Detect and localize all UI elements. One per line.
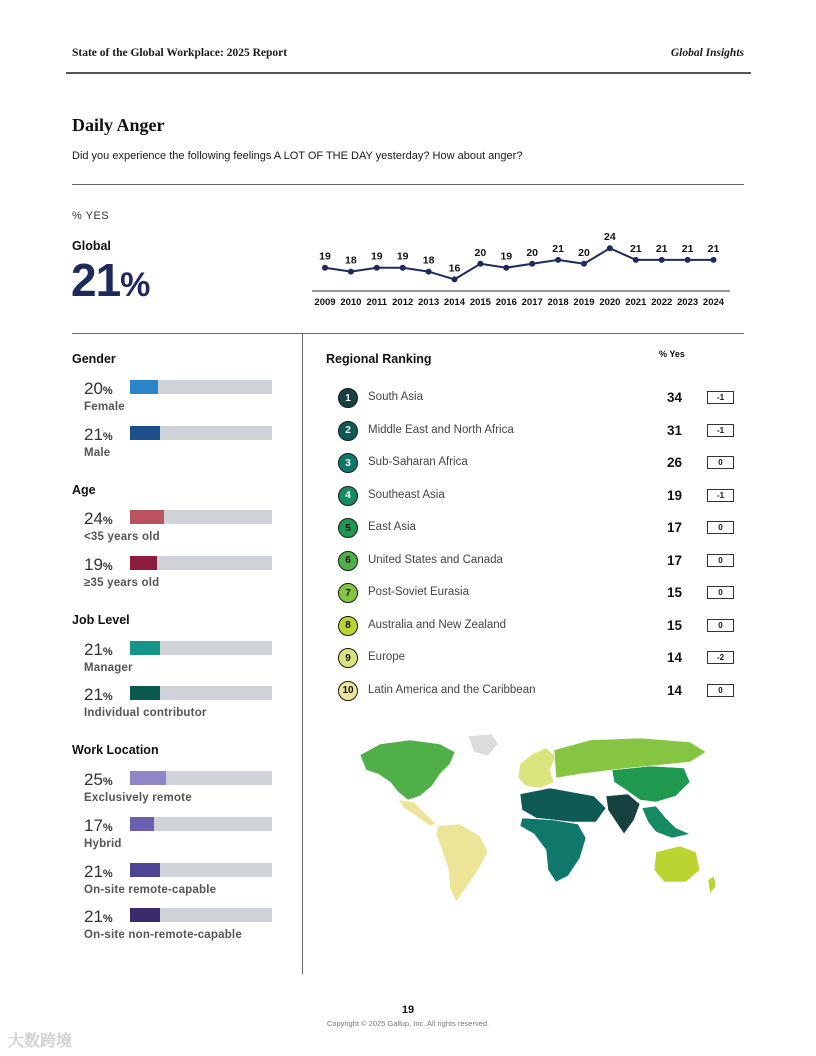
trend-x-tick-label: 2019 [573, 297, 595, 308]
map-region-mena [520, 788, 606, 822]
trend-data-label: 19 [396, 250, 409, 263]
trend-point [581, 261, 587, 267]
trend-data-label: 21 [655, 242, 668, 255]
rank-badge: 4 [338, 486, 358, 506]
breakdown-value-percent: % [102, 431, 113, 443]
breakdown-title: Gender [72, 352, 116, 366]
trend-point [659, 257, 665, 263]
region-rank-change: 0 [707, 684, 734, 697]
breakdown-value-percent: % [102, 868, 113, 880]
region-rank-change: -2 [707, 651, 734, 664]
trend-point [633, 257, 639, 263]
trend-point [322, 265, 328, 271]
breakdown-bar-fill [130, 641, 160, 655]
breakdown-label: Individual contributor [84, 707, 207, 719]
breakdown-value [84, 907, 113, 927]
trend-point [426, 269, 432, 275]
trend-x-tick-label: 2024 [702, 297, 725, 308]
trend-data-label: 20 [526, 246, 539, 259]
map-region-north-america [360, 740, 455, 800]
breakdown-value [84, 640, 113, 660]
trend-x-tick-label: 2013 [418, 297, 440, 308]
breakdown-bar-track [130, 817, 272, 831]
rank-badge: 2 [338, 421, 358, 441]
breakdown-bar-fill [130, 380, 158, 394]
breakdown-value [84, 555, 113, 575]
breakdown-title: Job Level [72, 613, 130, 627]
breakdown-bar-track [130, 426, 272, 440]
breakdown-value-percent: % [102, 691, 113, 703]
trend-x-tick-label: 2017 [521, 297, 543, 308]
region-name: Sub-Saharan Africa [368, 456, 468, 468]
watermark-logo: 大数跨境 [8, 1033, 73, 1050]
trend-data-label: 18 [422, 254, 435, 267]
map-region-south-asia [606, 794, 640, 834]
trend-x-tick-label: 2016 [495, 297, 517, 308]
trend-x-tick-label: 2021 [625, 297, 647, 308]
breakdown-bar-track [130, 686, 272, 700]
region-name: Australia and New Zealand [368, 618, 507, 631]
region-rank-change: 0 [707, 619, 734, 632]
breakdown-label: ≥35 years old [84, 577, 160, 589]
trend-data-label: 20 [578, 246, 590, 259]
region-name: Latin America and the Caribbean [368, 683, 536, 696]
breakdown-bar-track [130, 863, 272, 877]
breakdown-value-percent: % [102, 385, 113, 397]
breakdown-value-percent: % [102, 646, 113, 658]
trend-x-tick-label: 2010 [340, 297, 362, 308]
trend-point [503, 265, 509, 271]
region-rank-change: 0 [707, 456, 734, 469]
region-name: Europe [368, 651, 406, 663]
region-name: Post-Soviet Eurasia [368, 586, 469, 598]
breakdown-label: On-site non-remote-capable [84, 929, 242, 941]
region-name: Southeast Asia [368, 488, 445, 501]
region-value: 31 [667, 422, 683, 438]
map-region-south-america [436, 824, 488, 902]
breakdown-value-number: 17 [84, 816, 103, 835]
breakdown-bar-track [130, 556, 272, 570]
section-divider [72, 333, 744, 334]
region-value: 19 [667, 487, 683, 503]
breakdown-value [84, 816, 113, 836]
breakdown-value-number: 19 [84, 555, 103, 574]
region-value: 26 [667, 455, 683, 470]
breakdown-label: Female [84, 401, 125, 413]
trend-x-tick-label: 2011 [366, 297, 388, 308]
breakdown-value-percent: % [102, 515, 113, 527]
trend-point [400, 265, 406, 271]
region-rank-change: 0 [707, 586, 734, 599]
region-value: 14 [667, 650, 683, 665]
breakdown-value-number: 21 [84, 685, 103, 704]
global-value [71, 253, 149, 307]
breakdown-value-number: 24 [84, 509, 103, 528]
breakdown-bar-fill [130, 686, 160, 700]
trend-x-tick-label: 2020 [599, 297, 621, 308]
trend-data-label: 24 [604, 231, 616, 244]
region-value: 17 [667, 520, 683, 535]
breakdown-label: Hybrid [84, 838, 122, 850]
trend-point [452, 276, 458, 282]
survey-question: Did you experience the following feelings A LOT OF THE DAY yesterday? How about anger? [72, 150, 523, 162]
region-value: 14 [667, 682, 683, 698]
trend-data-label: 19 [319, 250, 331, 263]
breakdown-label: On-site remote-capable [84, 884, 217, 896]
breakdown-bar-fill [130, 908, 160, 922]
breakdown-value-percent: % [102, 822, 113, 834]
region-rank-change: 0 [707, 554, 734, 567]
trend-data-label: 21 [707, 242, 720, 255]
breakdown-value-percent: % [102, 913, 113, 925]
region-rank-change: 0 [707, 521, 734, 534]
breakdown-value-number: 21 [84, 907, 103, 926]
trend-x-tick-label: 2009 [314, 297, 336, 308]
breakdown-title: Age [72, 483, 96, 497]
copyright-text: Copyright © 2025 Gallup, Inc. All rights reserved. [326, 1019, 490, 1028]
map-region-greenland [468, 734, 498, 756]
breakdown-bar-track [130, 908, 272, 922]
rank-badge: 6 [338, 551, 358, 571]
breakdown-label: Male [84, 447, 111, 459]
trend-point [529, 261, 535, 267]
breakdown-bar-fill [130, 510, 164, 524]
trend-x-tick-label: 2023 [677, 297, 699, 308]
breakdown-label: Exclusively remote [84, 792, 192, 804]
breakdown-bar-track [130, 641, 272, 655]
breakdown-value [84, 770, 113, 790]
breakdown-title: Work Location [72, 743, 159, 757]
trend-data-label: 21 [552, 242, 564, 255]
trend-point [607, 245, 613, 251]
trend-data-label: 21 [629, 242, 642, 255]
map-region-new-zealand [708, 876, 716, 894]
trend-point [374, 265, 380, 271]
breakdown-value [84, 379, 113, 399]
section-name: Global Insights [670, 47, 744, 59]
global-label: Global [72, 239, 111, 253]
breakdown-value-percent: % [102, 561, 113, 573]
region-name: East Asia [368, 521, 416, 533]
rank-badge: 9 [338, 648, 358, 668]
region-value: 15 [667, 617, 683, 633]
trend-x-tick-label: 2022 [651, 297, 673, 308]
breakdown-value-percent: % [102, 776, 113, 788]
region-name: South Asia [368, 391, 423, 403]
region-name: United States and Canada [368, 553, 503, 566]
trend-point [555, 257, 561, 263]
rank-badge: 3 [338, 453, 358, 473]
trend-point [685, 257, 691, 263]
map-region-australia [654, 846, 700, 882]
breakdown-value [84, 685, 113, 705]
page-title: Daily Anger [72, 115, 165, 135]
breakdown-bar-fill [130, 426, 160, 440]
rank-badge: 1 [338, 388, 358, 408]
breakdown-bar-fill [130, 863, 160, 877]
region-rank-change: -1 [707, 391, 734, 404]
region-rank-change: -1 [707, 489, 734, 502]
map-region-central-america [398, 800, 436, 826]
title-divider [72, 184, 744, 185]
breakdown-bar-track [130, 510, 272, 524]
breakdown-value-number: 25 [84, 770, 103, 789]
breakdown-value [84, 509, 113, 529]
regional-pct-header: % Yes [659, 349, 685, 359]
trend-x-tick-label: 2014 [443, 297, 466, 308]
pct-yes-label: % YES [72, 210, 110, 222]
breakdown-value [84, 862, 113, 882]
world-map [350, 730, 730, 910]
breakdown-value-number: 20 [84, 379, 103, 398]
breakdown-value-number: 21 [84, 640, 103, 659]
map-region-southeast-asia [642, 806, 690, 838]
trend-x-tick-label: 2015 [469, 297, 491, 308]
rank-badge: 7 [338, 583, 358, 603]
trend-data-label: 21 [681, 242, 694, 255]
trend-data-label: 16 [448, 262, 461, 275]
page-number: 19 [401, 1004, 415, 1016]
header-divider [66, 72, 751, 74]
global-value-number: 21 [71, 254, 121, 306]
trend-data-label: 19 [370, 250, 383, 263]
column-divider [302, 334, 303, 974]
region-value: 17 [667, 552, 683, 568]
breakdown-bar-fill [130, 771, 166, 785]
region-value: 34 [667, 390, 683, 405]
map-region-europe [518, 748, 556, 788]
region-rank-change: -1 [707, 424, 734, 437]
breakdown-bar-track [130, 771, 272, 785]
trend-line-chart [310, 212, 734, 312]
breakdown-label: <35 years old [84, 531, 160, 543]
breakdown-value [84, 425, 113, 445]
breakdown-bar-fill [130, 817, 154, 831]
trend-point [348, 269, 354, 275]
trend-point [711, 257, 717, 263]
global-value-percent: % [120, 266, 150, 304]
trend-x-tick-label: 2018 [547, 297, 569, 308]
regional-ranking-title: Regional Ranking [326, 352, 432, 366]
breakdown-value-number: 21 [84, 862, 103, 881]
trend-data-label: 19 [500, 250, 513, 263]
trend-data-label: 20 [474, 246, 487, 259]
rank-badge: 8 [338, 616, 358, 636]
map-region-sub-saharan-africa [520, 818, 586, 882]
breakdown-value-number: 21 [84, 425, 103, 444]
trend-data-label: 18 [345, 254, 357, 267]
breakdown-label: Manager [84, 662, 133, 674]
report-title: State of the Global Workplace: 2025 Report [72, 47, 288, 59]
region-value: 15 [667, 585, 683, 600]
trend-x-tick-label: 2012 [392, 297, 414, 308]
breakdown-bar-track [130, 380, 272, 394]
region-name: Middle East and North Africa [368, 423, 514, 436]
rank-badge: 10 [338, 681, 358, 701]
trend-point [477, 261, 483, 267]
breakdown-bar-fill [130, 556, 157, 570]
rank-badge: 5 [338, 518, 358, 538]
